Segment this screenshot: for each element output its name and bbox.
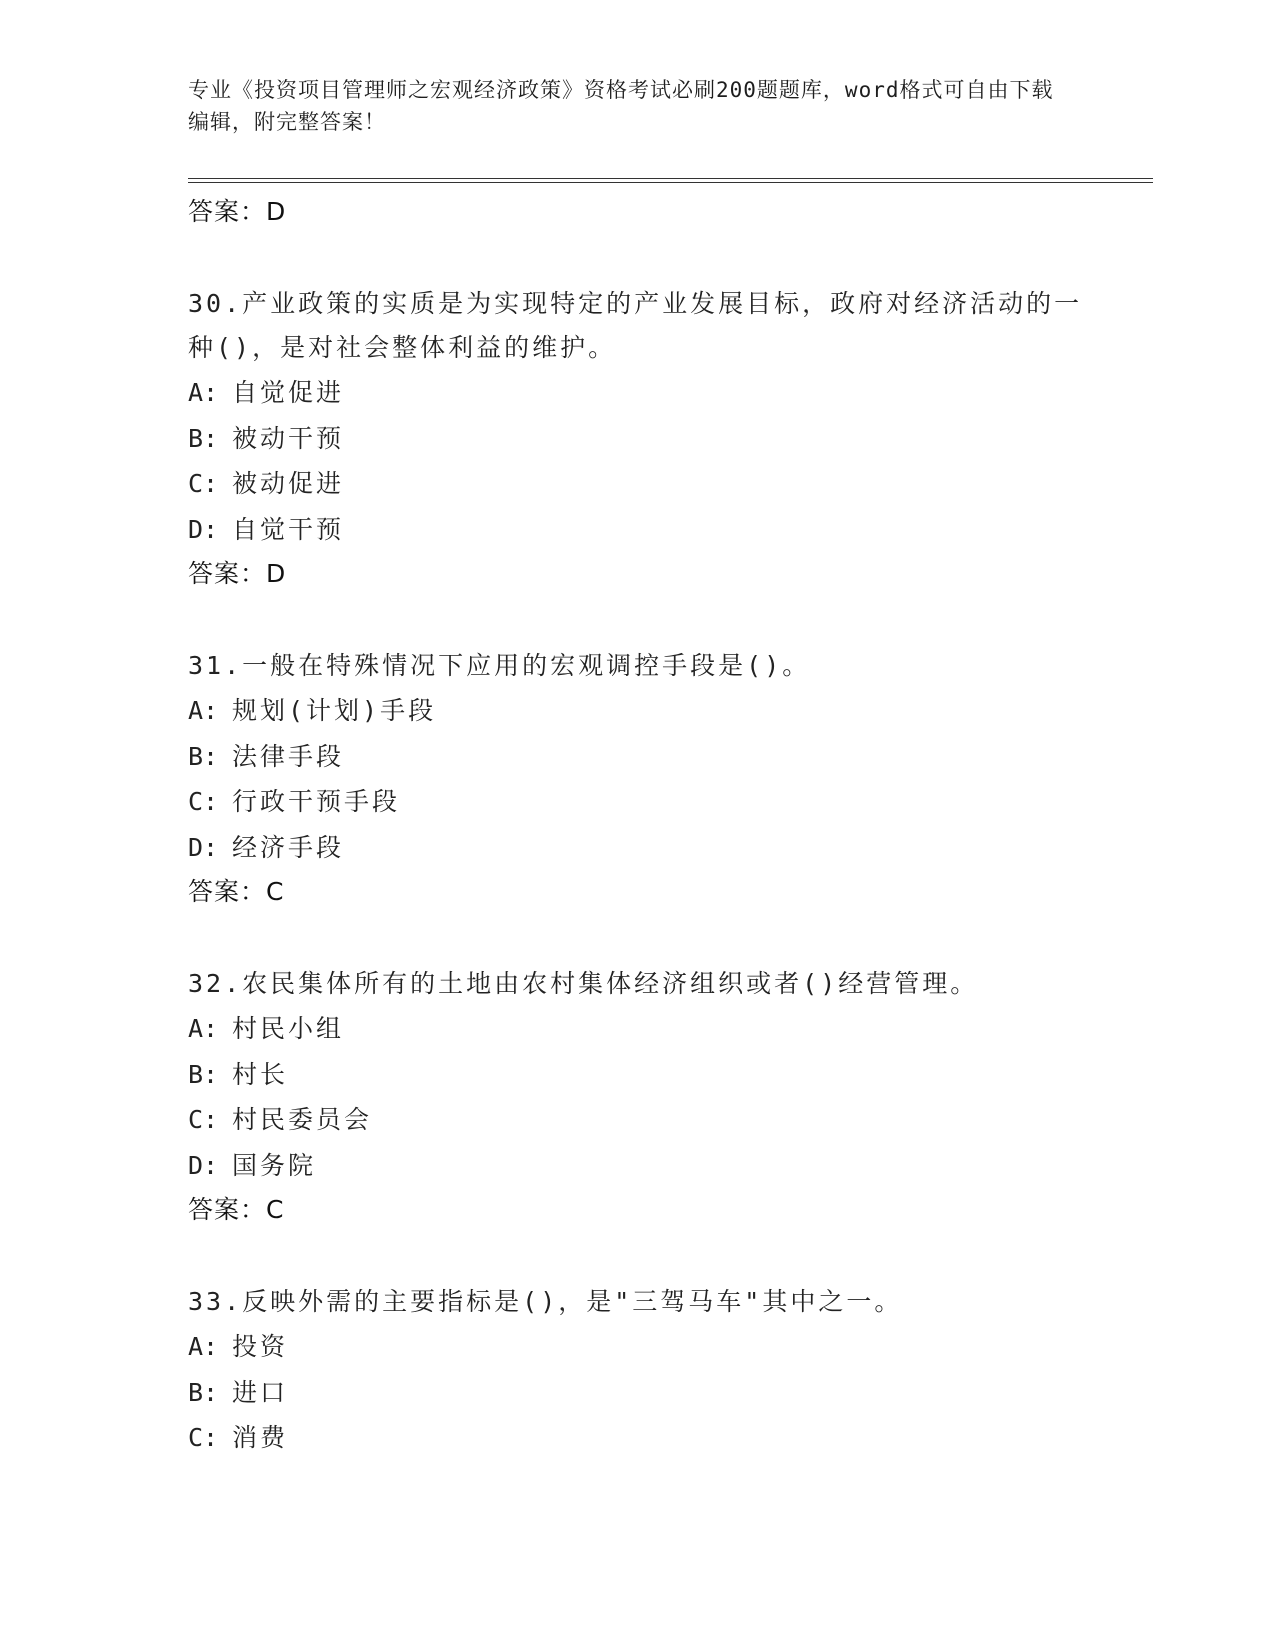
option-text: 村民委员会 <box>232 1105 373 1134</box>
option-b <box>188 416 1088 462</box>
answer-line: 答案：D <box>188 559 287 588</box>
option-letter: A: <box>188 696 219 725</box>
option-letter: B: <box>188 1377 219 1407</box>
question-33 <box>188 1280 1088 1461</box>
question-stem: 30.产业政策的实质是为实现特定的产业发展目标，政府对经济活动的一种()，是对社会整体利益的维护。 <box>188 289 1083 362</box>
question-30 <box>188 282 1088 596</box>
option-letter: C: <box>188 1105 219 1134</box>
option-letter: D: <box>188 514 219 544</box>
option-d <box>188 1143 1088 1189</box>
question-31 <box>188 644 1088 914</box>
question-32 <box>188 962 1088 1232</box>
question-stem: 31.一般在特殊情况下应用的宏观调控手段是()。 <box>188 651 811 680</box>
question-stem: 33.反映外需的主要指标是()，是"三驾马车"其中之一。 <box>188 1287 903 1316</box>
option-a <box>188 688 1088 734</box>
option-text: 被动干预 <box>232 423 345 453</box>
option-text: 村长 <box>232 1059 289 1089</box>
option-text: 自觉干预 <box>232 514 345 544</box>
page-header: 专业《投资项目管理师之宏观经济政策》资格考试必刷200题题库，word格式可自由下载编辑，附完整答案！ <box>188 78 1054 134</box>
option-letter: B: <box>188 423 219 453</box>
option-b <box>188 1370 1088 1416</box>
option-letter: C: <box>188 469 219 498</box>
option-a <box>188 1006 1088 1052</box>
option-letter: B: <box>188 741 219 771</box>
option-letter: D: <box>188 1150 219 1180</box>
option-c <box>188 1415 1088 1461</box>
option-letter: C: <box>188 787 219 816</box>
option-d <box>188 825 1088 871</box>
option-letter: A: <box>188 378 219 407</box>
option-text: 行政干预手段 <box>232 787 401 816</box>
option-text: 投资 <box>232 1332 289 1361</box>
option-text: 法律手段 <box>232 741 345 771</box>
option-c <box>188 461 1088 507</box>
option-c <box>188 779 1088 825</box>
option-text: 国务院 <box>232 1150 317 1180</box>
option-a <box>188 370 1088 416</box>
header-divider <box>188 178 1153 183</box>
option-text: 消费 <box>232 1423 289 1452</box>
option-letter: C: <box>188 1423 219 1452</box>
answer-line: 答案：C <box>188 877 285 906</box>
answer-line: 答案：D <box>188 197 287 226</box>
document-body <box>188 190 1088 1461</box>
option-text: 进口 <box>232 1377 289 1407</box>
option-letter: A: <box>188 1014 219 1043</box>
option-text: 规划(计划)手段 <box>232 696 437 725</box>
answer-line: 答案：C <box>188 1195 285 1224</box>
option-b <box>188 734 1088 780</box>
option-letter: A: <box>188 1332 219 1361</box>
option-letter: D: <box>188 832 219 862</box>
option-text: 被动促进 <box>232 469 345 498</box>
option-text: 经济手段 <box>232 832 345 862</box>
option-letter: B: <box>188 1059 219 1089</box>
option-d <box>188 507 1088 553</box>
option-c <box>188 1097 1088 1143</box>
question-stem: 32.农民集体所有的土地由农村集体经济组织或者()经营管理。 <box>188 969 979 998</box>
option-text: 自觉促进 <box>232 378 345 407</box>
option-text: 村民小组 <box>232 1014 345 1043</box>
option-a <box>188 1324 1088 1370</box>
option-b <box>188 1052 1088 1098</box>
